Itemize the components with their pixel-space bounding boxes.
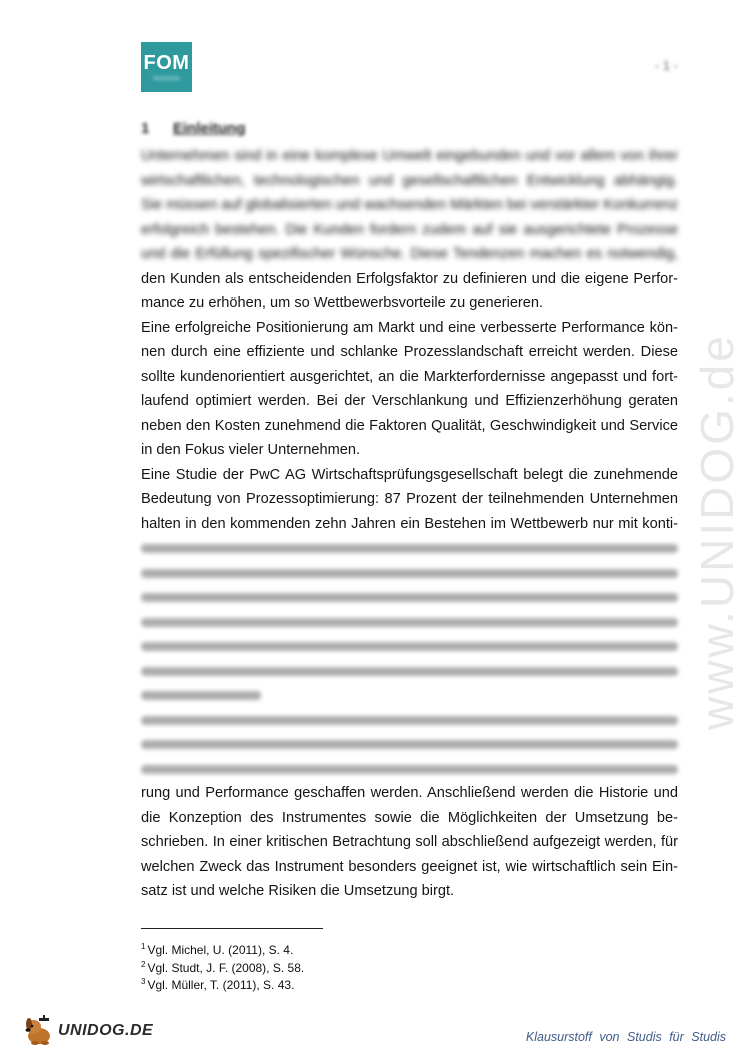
text-line: welchen Zweck das Instrument besonders geeignet ist, wie wirtschaftlich sein Ein-: [141, 858, 678, 875]
text-line: nen durch eine effiziente und schlanke Prozesslandschaft erreicht werden. Diese: [141, 344, 678, 360]
paragraph-2: [141, 316, 678, 463]
text-line: schrieben. In einer kritischen Betrachtung soll abschließend aufgezeigt werden, für: [141, 834, 678, 850]
footnote-divider: [141, 928, 323, 929]
section-heading: [141, 120, 246, 137]
blurred-line: [141, 732, 678, 757]
blurred-line: [141, 708, 678, 733]
page-number: - 1 -: [654, 58, 678, 73]
footnote-text: Vgl. Studt, J. F. (2008), S. 58.: [147, 960, 305, 975]
footnote-number: 3: [141, 977, 146, 986]
text-line: und die Erfüllung spezifischer Wünsche. Diese Tendenzen machen es notwendig,: [141, 246, 678, 262]
blurred-line: [141, 561, 678, 586]
document-body: [141, 144, 678, 904]
footnote: [141, 975, 304, 993]
fom-logo: [141, 42, 192, 92]
text-line: rung und Performance geschaffen werden. Anschließend werden die Historie und: [141, 785, 678, 801]
text-line: die Konzeption des Instrumentes sowie die Möglichkeiten der Umsetzung be-: [141, 809, 678, 826]
footer-slogan: Klausurstoff von Studis für Studis: [525, 1030, 726, 1044]
text-line: Sie müssen auf globalisierten und wachsenden Märkten bei verstärkter Konkurrenz: [141, 197, 678, 213]
blurred-line: [141, 757, 678, 782]
section-title: Einleitung: [173, 120, 246, 137]
logo-text: FOM: [143, 51, 190, 74]
unidog-brand: [22, 1014, 153, 1048]
text-line: mance zu erhöhen, um so Wettbewerbsvorteile zu generieren.: [141, 295, 544, 311]
blurred-line: [141, 585, 678, 610]
footnote-text: Vgl. Michel, U. (2011), S. 4.: [147, 943, 294, 957]
text-line: Eine Studie der PwC AG Wirtschaftsprüfungsgesellschaft belegt die zunehmende: [141, 466, 678, 483]
brand-text: UNIDOG.DE: [58, 1022, 154, 1039]
paragraph-3: [141, 463, 678, 708]
footnote-number: 1: [141, 942, 146, 951]
paragraph-1: [141, 144, 678, 316]
footnote: [141, 940, 304, 958]
paragraph-4: [141, 708, 678, 904]
blurred-line: [141, 659, 678, 684]
text-line: wirtschaftlichen, technologischen und gesellschaftlichen Entwicklung abhängig.: [141, 172, 678, 189]
footnote: [141, 958, 304, 976]
blurred-line: [141, 610, 678, 635]
text-line: laufend optimiert werden. Bei der Verschlankung und Effizienzerhöhung geraten: [141, 393, 678, 409]
text-line: den Kunden als entscheidenden Erfolgsfaktor zu definieren und die eigene Perfor-: [141, 270, 678, 287]
blurred-line: [141, 683, 678, 708]
footnote-text: Vgl. Müller, T. (2011), S. 43.: [147, 978, 295, 992]
watermark: www.UNIDOG.de: [691, 333, 743, 730]
text-line: erfolgreich bestehen. Die Kunden fordern zudem auf sie ausgerichtete Prozesse: [141, 221, 678, 238]
text-line: neben den Kosten zunehmend die Faktoren Qualität, Geschwindigkeit und Service: [141, 417, 678, 434]
text-line: halten in den kommenden zehn Jahren ein Bestehen im Wettbewerb nur mit konti-: [141, 515, 678, 532]
footnotes: [141, 940, 304, 993]
blurred-line: [141, 536, 678, 561]
blurred-line: [141, 634, 678, 659]
text-line: satz ist und welche Risiken die Umsetzung birgt.: [141, 883, 455, 899]
text-line: Eine erfolgreiche Positionierung am Markt und eine verbesserte Performance kön-: [141, 319, 678, 336]
text-line: Bedeutung von Prozessoptimierung: 87 Prozent der teilnehmenden Unternehmen: [141, 491, 678, 507]
text-line: sollte kundenorientiert ausgerichtet, an die Markterfordernisse angepasst und fort-: [141, 368, 678, 385]
text-line: Unternehmen sind in eine komplexe Umwelt eingebunden und vor allem von ihrer: [141, 148, 678, 164]
logo-subtext: Hochschule: [153, 75, 180, 82]
section-number: 1: [141, 120, 150, 137]
footnote-number: 2: [141, 959, 146, 969]
dog-mascot-icon: [22, 1014, 56, 1048]
text-line: in den Fokus vieler Unternehmen.: [141, 442, 361, 458]
